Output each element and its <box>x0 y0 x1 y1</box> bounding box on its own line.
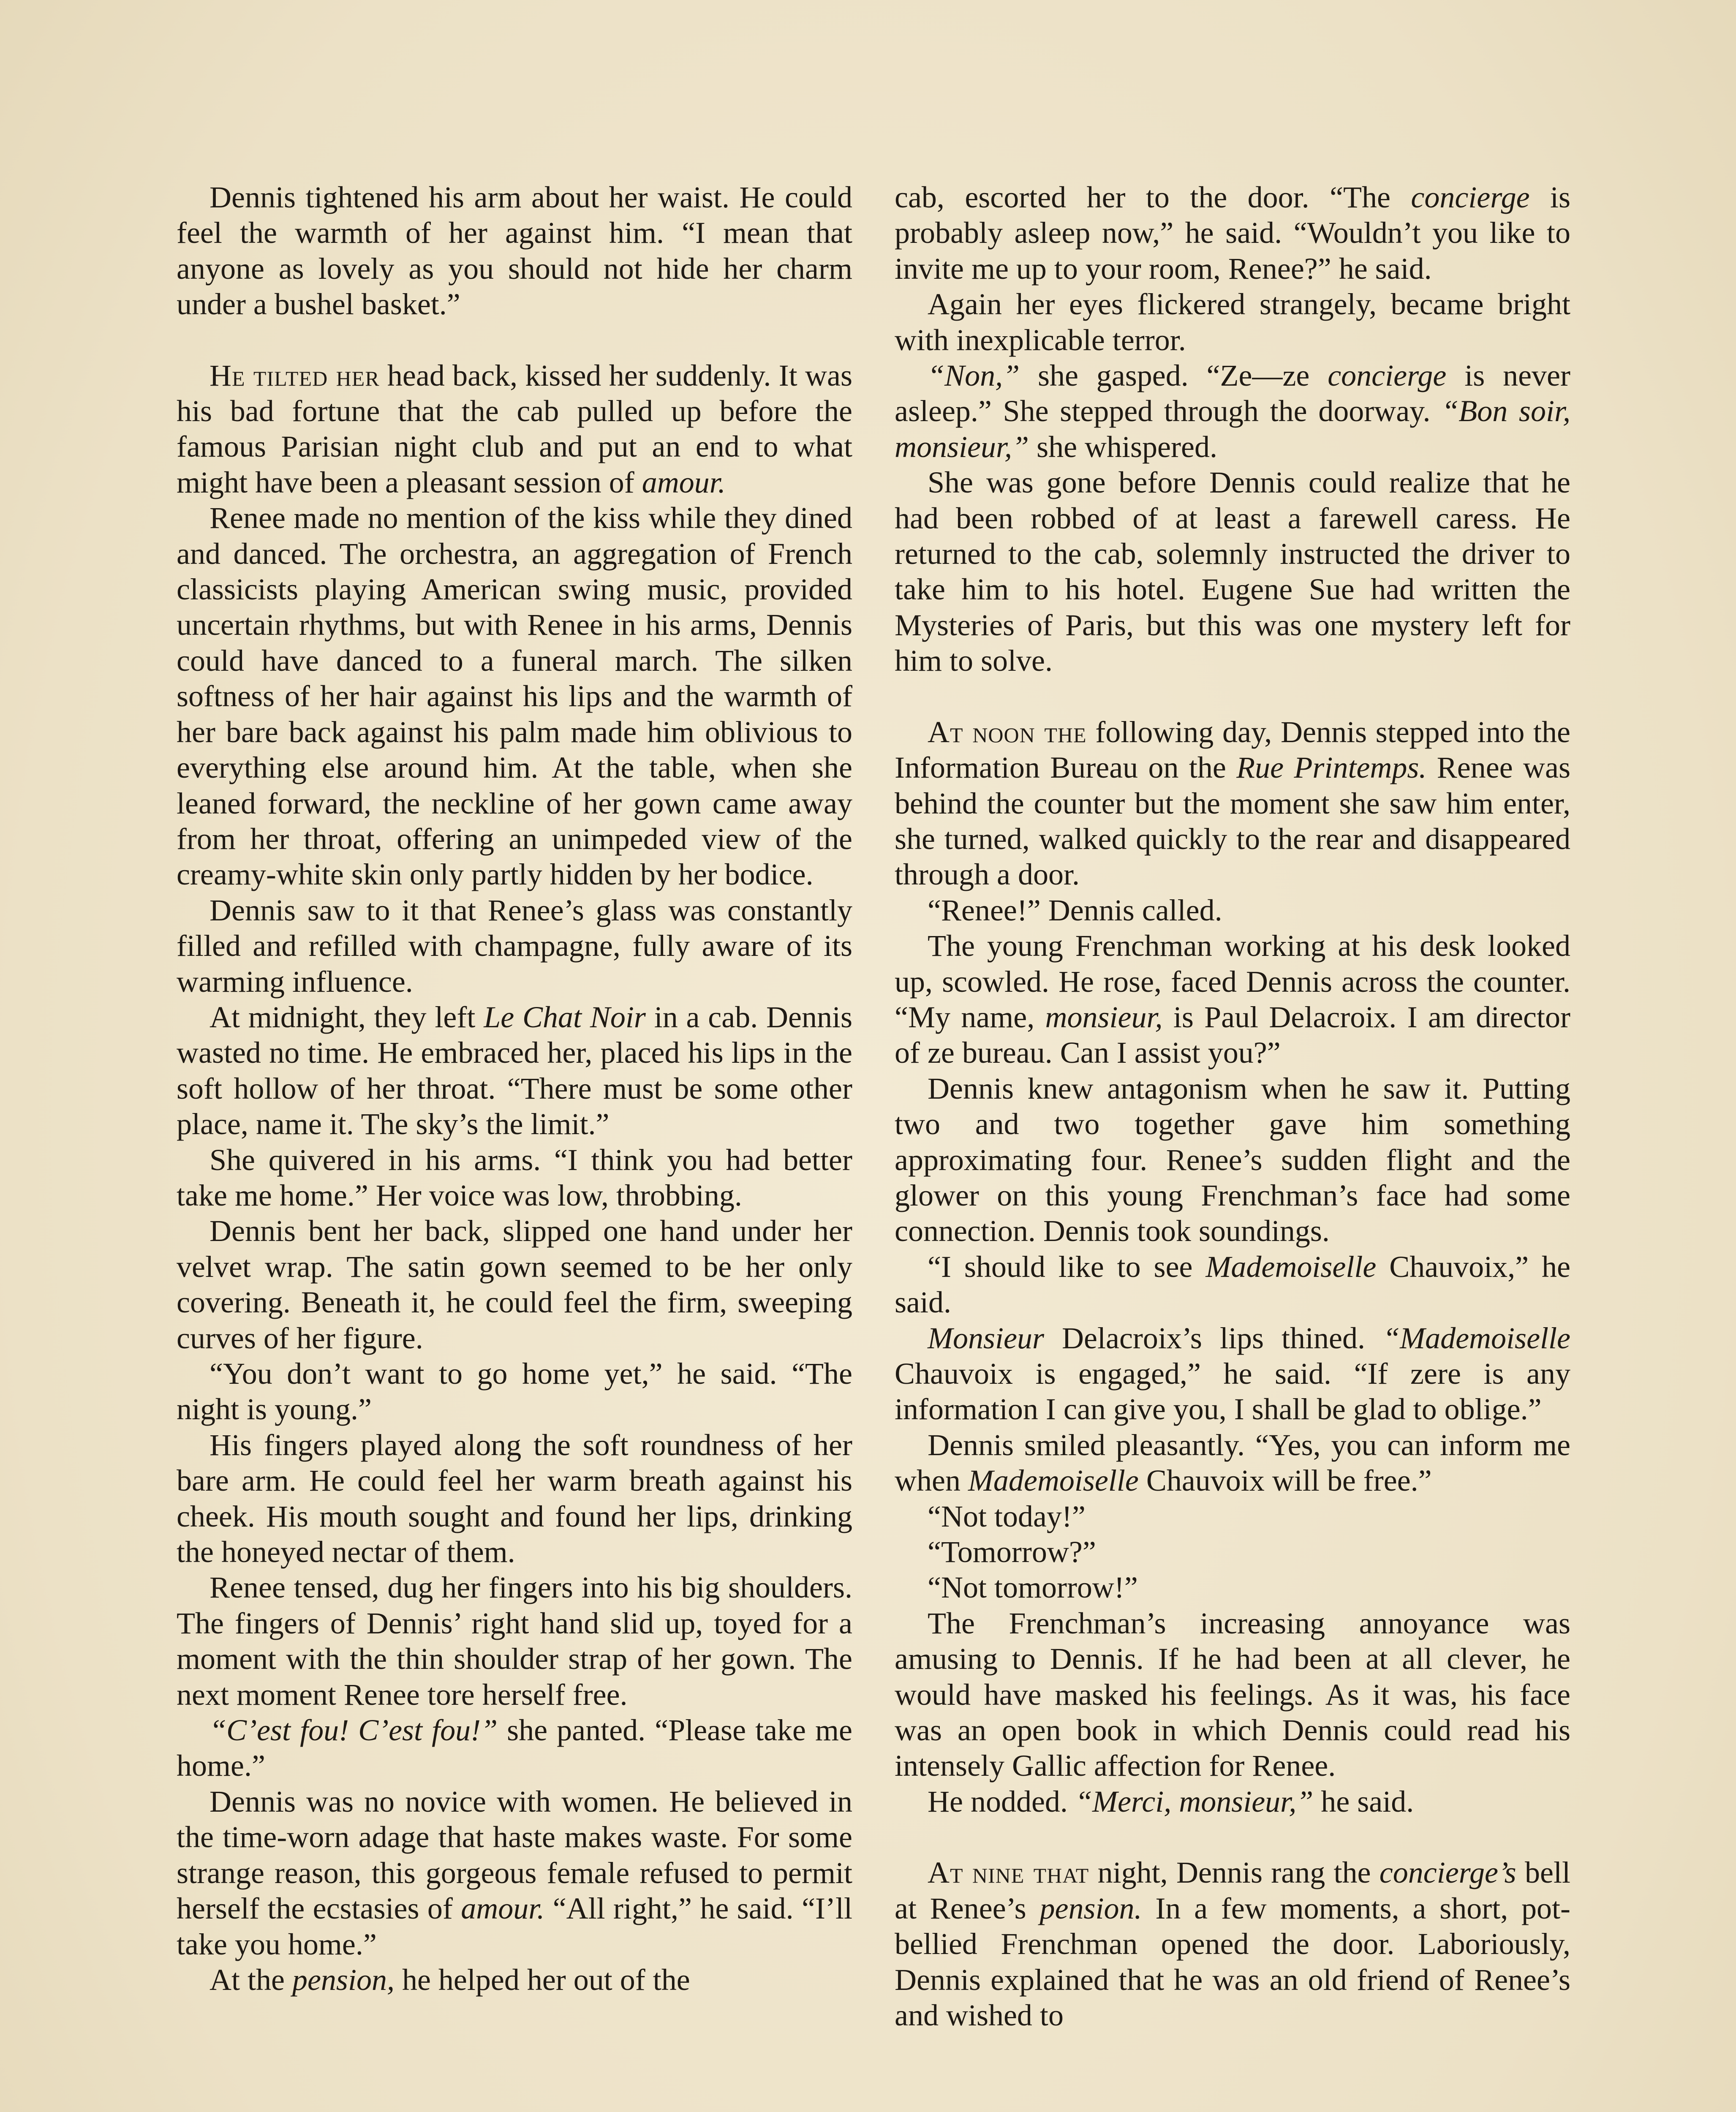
paragraph <box>177 1712 852 1784</box>
text-column-right <box>895 180 1570 2033</box>
text-run: night, Dennis rang the <box>1089 1856 1380 1890</box>
paragraph <box>177 500 852 892</box>
paragraph <box>177 1962 852 1998</box>
paragraph <box>895 1855 1570 2033</box>
text-run: Renee was behind the counter but the moment she saw him enter, she turned, walked quickly to the rear and disappeared through a door. <box>895 751 1570 892</box>
text-run: Chauvoix is engaged,” he said. “If zere is any information I can give you, I shall be glad to oblige.” <box>895 1357 1570 1426</box>
paragraph <box>895 1320 1570 1427</box>
text-run: At midnight, they left <box>210 1000 484 1034</box>
paragraph <box>895 1606 1570 1784</box>
text-run: she whispered. <box>1029 430 1217 464</box>
text-run: She was gone before Dennis could realize that he had been robbed of at least a farewell caress. He returned to the cab, solemnly instructed the driver to take him to his hotel. Eugene Sue had written the Mysteries of Paris, but this was one mystery left for him to solve. <box>895 465 1570 678</box>
paragraph <box>895 714 1570 893</box>
text-run: is Paul Delacroix. I am director of ze bureau. Can I assist you?” <box>895 1000 1570 1070</box>
text-run: Dennis smiled pleasantly. “Yes, you can inform me when <box>895 1428 1570 1498</box>
paragraph <box>895 928 1570 1071</box>
italic-text: Le Chat Noir <box>484 1000 646 1034</box>
paragraph <box>177 1142 852 1214</box>
italic-text: Monsieur <box>928 1321 1044 1355</box>
italic-text: concierge <box>1411 180 1530 214</box>
italic-text: concierge <box>1328 359 1447 393</box>
text-run: “Not today!” <box>928 1499 1086 1533</box>
italic-text: “C’est fou! C’est fou!” <box>210 1713 498 1747</box>
text-run: he helped her out of the <box>394 1962 690 1997</box>
italic-text: Rue Printemps. <box>1236 751 1427 785</box>
lead-in-text: He tilted her <box>210 358 380 392</box>
lead-in-text: At noon the <box>928 715 1087 749</box>
text-run: he said. <box>1313 1784 1414 1818</box>
paragraph <box>895 180 1570 286</box>
text-run: in a cab. Dennis wasted no time. He embraced her, placed his lips in the soft hollow of her throat. “There must be some other place, name it. The sky’s the limit.” <box>177 1000 852 1141</box>
italic-text: “Mademoiselle <box>1383 1321 1570 1355</box>
text-run: head back, kissed her suddenly. It was his bad fortune that the cab pulled up before the famous Parisian night club and put an end to what might have been a pleasant session of <box>177 358 852 499</box>
text-run: cab, escorted her to the door. “The <box>895 180 1411 214</box>
paragraph <box>895 1570 1570 1605</box>
text-run: Dennis was no novice with women. He believed in the time-worn adage that haste makes waste. For some strange reason, this gorgeous female refused to permit herself the ecstasies of <box>177 1784 852 1926</box>
text-run: she gasped. “Ze—ze <box>1020 359 1328 393</box>
text-run: Dennis tightened his arm about her waist. He could feel the warmth of her against him. “I mean that anyone as lovely as you should not hide her charm under a bushel basket.” <box>177 180 852 321</box>
paragraph <box>895 1249 1570 1320</box>
italic-text: “Bon soir, monsieur,” <box>895 394 1570 464</box>
paragraph <box>895 358 1570 465</box>
text-run: Dennis knew antagonism when he saw it. Putting two and two together gave him something approximating four. Renee’s sudden flight and the glower on this young Frenchman’s face had some connection. Dennis took soundings. <box>895 1071 1570 1248</box>
text-column-left <box>177 180 852 1998</box>
paragraph <box>895 286 1570 358</box>
paragraph <box>895 1499 1570 1534</box>
text-run: His fingers played along the soft roundness of her bare arm. He could feel her warm breath against his cheek. His mouth sought and found her lips, drinking the honeyed nectar of them. <box>177 1428 852 1569</box>
text-run: she panted. “Please take me home.” <box>177 1713 852 1783</box>
text-run: The Frenchman’s increasing annoyance was amusing to Dennis. If he had been at all clever, he would have masked his feelings. As it was, his face was an open book in which Dennis could read his intensely Gallic affection for Renee. <box>895 1606 1570 1783</box>
text-run: Renee made no mention of the kiss while they dined and danced. The orchestra, an aggregation of French classicists playing American swing music, provided uncertain rhythms, but with Renee in his arms, Dennis could have danced to a funeral march. The silken softness of her hair against his lips and the warmth of her bare back against his palm made him oblivious to everything else around him. At the table, when she leaned forward, the neckline of her gown came away from her throat, offering an unimpeded view of the creamy-white skin only partly hidden by her bodice. <box>177 501 852 892</box>
italic-text: amour. <box>642 465 726 499</box>
text-run: “Tomorrow?” <box>928 1535 1096 1569</box>
italic-text: pension. <box>1039 1891 1142 1925</box>
text-run: “Renee!” Dennis called. <box>928 893 1222 927</box>
text-run: He nodded. <box>928 1784 1075 1818</box>
text-run: At the <box>210 1962 292 1997</box>
text-run: “You don’t want to go home yet,” he said. “The night is young.” <box>177 1357 852 1426</box>
text-run: “Not tomorrow!” <box>928 1570 1138 1605</box>
text-run: Chauvoix,” he said. <box>895 1249 1570 1320</box>
text-run: Delacroix’s lips thined. <box>1044 1321 1383 1355</box>
paragraph <box>177 999 852 1142</box>
paragraph <box>895 465 1570 678</box>
paragraph <box>177 893 852 999</box>
text-run: Renee tensed, dug her fingers into his big shoulders. The fingers of Dennis’ right hand slid up, toyed for a moment with the thin shoulder strap of her gown. The next moment Renee tore herself free. <box>177 1570 852 1712</box>
italic-text: pension, <box>292 1962 395 1997</box>
paragraph <box>895 1427 1570 1499</box>
italic-text: “Merci, monsieur,” <box>1075 1784 1314 1818</box>
paragraph <box>177 1570 852 1712</box>
paragraph <box>895 1784 1570 1819</box>
lead-in-text: At nine that <box>928 1856 1089 1890</box>
text-run: She quivered in his arms. “I think you had better take me home.” Her voice was low, throbbing. <box>177 1143 852 1212</box>
italic-text: “Non,” <box>928 359 1020 393</box>
text-run: bell at Renee’s <box>895 1856 1570 1925</box>
italic-text: concierge’s <box>1379 1856 1516 1890</box>
italic-text: monsieur, <box>1045 1000 1163 1034</box>
italic-text: Mademoiselle <box>1205 1249 1377 1284</box>
text-run: “I should like to see <box>928 1249 1206 1284</box>
italic-text: amour. <box>461 1892 545 1926</box>
text-run: is never asleep.” She stepped through the doorway. <box>895 359 1570 428</box>
text-run: is probably asleep now,” he said. “Wouldn’t you like to invite me up to your room, Renee?” he said. <box>895 180 1570 286</box>
paragraph <box>177 1427 852 1570</box>
text-run: “All right,” he said. “I’ll take you home.” <box>177 1892 852 1961</box>
italic-text: Mademoiselle <box>968 1464 1139 1498</box>
text-run: Dennis bent her back, slipped one hand under her velvet wrap. The satin gown seemed to be her only covering. Beneath it, he could feel the firm, sweeping curves of her figure. <box>177 1214 852 1355</box>
text-run: In a few moments, a short, pot-bellied Frenchman opened the door. Laboriously, Dennis explained that he was an old friend of Renee’s and wished to <box>895 1891 1570 2032</box>
paragraph <box>177 1784 852 1962</box>
paragraph <box>177 1213 852 1356</box>
text-run: The young Frenchman working at his desk looked up, scowled. He rose, faced Dennis across the counter. “My name, <box>895 929 1570 1034</box>
paragraph <box>177 180 852 322</box>
paragraph <box>177 1356 852 1427</box>
text-run: Dennis saw to it that Renee’s glass was constantly filled and refilled with champagne, fully aware of its warming influence. <box>177 893 852 999</box>
text-run: Chauvoix will be free.” <box>1138 1464 1432 1498</box>
paragraph <box>895 893 1570 928</box>
text-run: following day, Dennis stepped into the Information Bureau on the <box>895 715 1570 785</box>
paragraph <box>895 1534 1570 1570</box>
paragraph <box>177 358 852 501</box>
text-run: Again her eyes flickered strangely, became bright with inexplicable terror. <box>895 287 1570 357</box>
paragraph <box>895 1071 1570 1249</box>
